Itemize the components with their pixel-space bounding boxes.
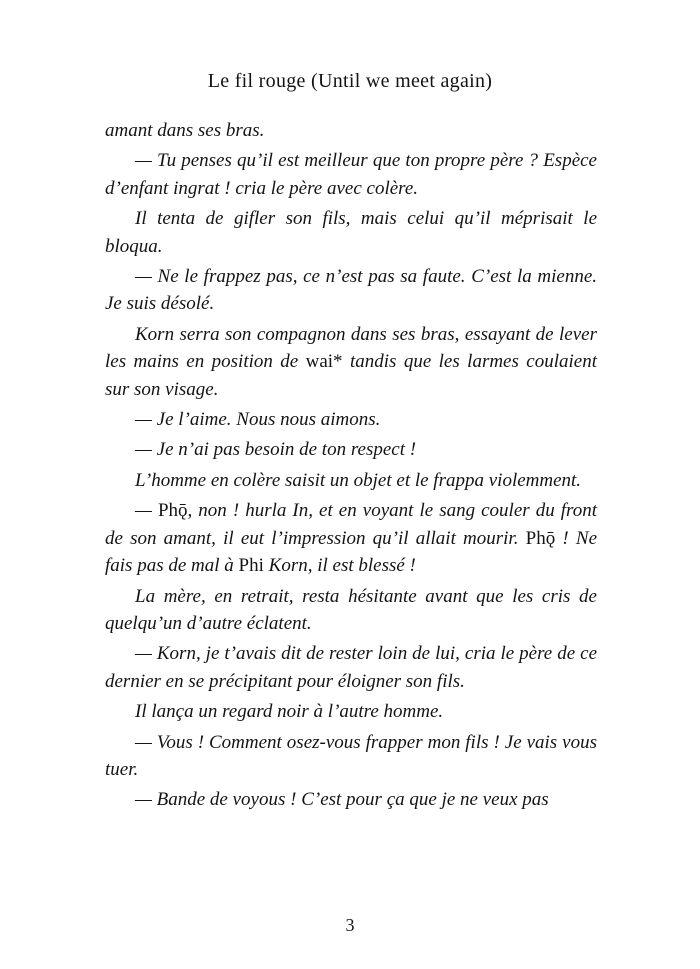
paragraph-text: — Tu penses qu’il est meilleur que ton propre père ? Espèce d’enfant ingrat ! cria le père avec colère. xyxy=(105,150,597,199)
paragraph xyxy=(105,786,597,813)
paragraph-text: — Korn, je t’avais dit de rester loin de lui, cria le père de ce dernier en se précipitant pour éloigner son fils. xyxy=(105,643,597,692)
paragraph-text: — Je n’ai pas besoin de ton respect ! xyxy=(135,439,417,461)
paragraph-text: — Bande de voyous ! C’est pour ça que je ne veux pas xyxy=(135,789,549,811)
paragraph-text: tandis que les larmes coulaient sur son visage. xyxy=(105,351,597,400)
roman-term: Phǭ xyxy=(157,500,188,522)
roman-term: Phǭ xyxy=(525,527,556,549)
paragraph-text: L’homme en colère saisit un objet et le frappa violemment. xyxy=(135,469,582,491)
running-head-title: Le fil rouge (Until we meet again) xyxy=(207,70,493,92)
paragraph xyxy=(105,436,597,463)
roman-term: wai* xyxy=(305,351,343,373)
roman-term: Phi xyxy=(238,555,264,577)
paragraph-text: — Je l’aime. Nous nous aimons. xyxy=(135,409,381,431)
paragraph xyxy=(105,406,597,433)
paragraph-text: , non ! hurla In, et en voyant le sang couler du front de son amant, il eut l’impression qu’il allait mourir. xyxy=(105,500,597,549)
paragraph xyxy=(105,321,597,403)
paragraph-text: Korn serra son compagnon dans ses bras, essayant de lever les mains en position de xyxy=(105,323,597,373)
paragraph xyxy=(105,467,597,494)
page-number: 3 xyxy=(345,915,355,935)
paragraph-text: ! Ne fais pas de mal à xyxy=(105,527,597,577)
paragraph xyxy=(105,583,597,638)
paragraph xyxy=(105,640,597,695)
page-body xyxy=(105,117,597,817)
paragraph-text: — xyxy=(135,500,158,522)
paragraph-text: Il lança un regard noir à l’autre homme. xyxy=(135,701,444,723)
paragraph-text: Il tenta de gifler son fils, mais celui qu’il méprisait le bloqua. xyxy=(105,208,597,257)
paragraph xyxy=(105,147,597,202)
paragraph-text: La mère, en retrait, resta hésitante avant que les cris de quelqu’un d’autre éclatent. xyxy=(105,585,597,634)
paragraph-text: Korn, il est blessé ! xyxy=(263,555,416,577)
paragraph-text: — Ne le frappez pas, ce n’est pas sa faute. C’est la mienne. Je suis désolé. xyxy=(105,266,597,315)
paragraph xyxy=(105,698,597,725)
paragraph xyxy=(105,205,597,260)
paragraph xyxy=(105,263,597,318)
paragraph-text: — Vous ! Comment osez-vous frapper mon fils ! Je vais vous tuer. xyxy=(105,731,597,780)
paragraph xyxy=(105,729,597,784)
paragraph xyxy=(105,117,597,144)
paragraph xyxy=(105,497,597,579)
paragraph-text: amant dans ses bras. xyxy=(105,120,265,141)
